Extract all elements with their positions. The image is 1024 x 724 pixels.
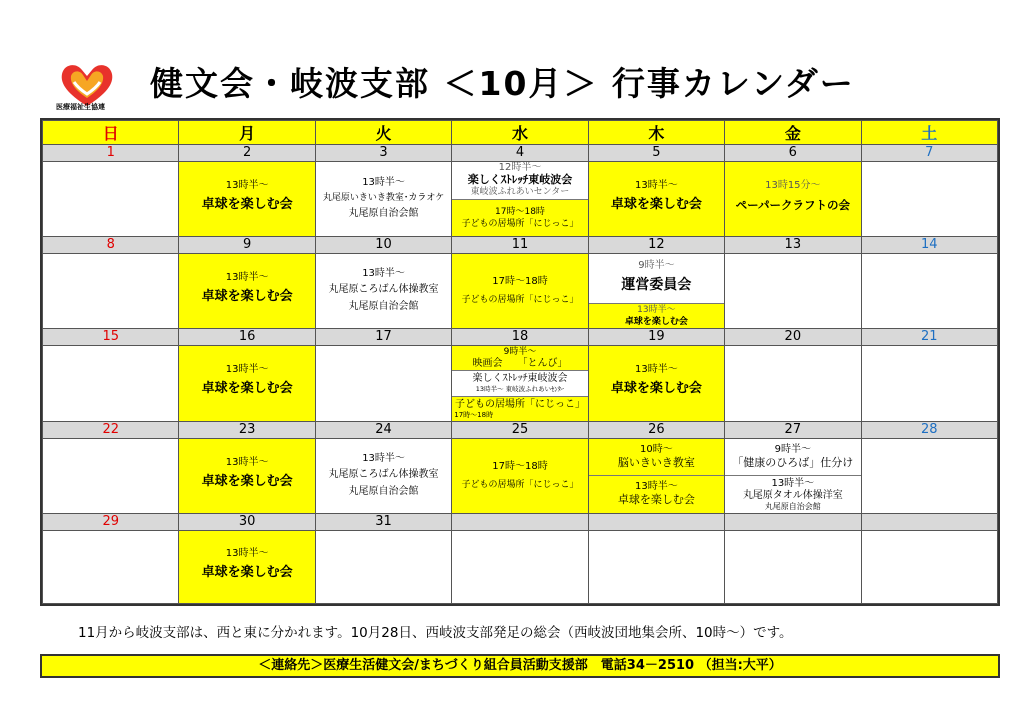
weekday-tue: 火 — [315, 121, 451, 145]
event-name: 卓球を楽しむ会 — [201, 564, 293, 580]
event-cell-23 — [179, 438, 315, 513]
date-3: 3 — [315, 145, 451, 162]
contact-banner: ＜連絡先＞医療生活健文会/まちづくり組合員活動支援部 電話34－2510 （担当:大平） — [40, 654, 1000, 678]
date-row — [43, 421, 998, 438]
event-cell-empty — [452, 530, 588, 603]
event-cell-2 — [179, 162, 315, 237]
weekday-wed: 水 — [452, 121, 588, 145]
page-title: 健文会・岐波支部 ＜10月＞ 行事カレンダー — [150, 64, 855, 103]
weekday-header-row — [43, 121, 998, 145]
event-row — [43, 438, 998, 513]
date-2: 2 — [179, 145, 315, 162]
event-row — [43, 162, 998, 237]
date-21: 21 — [861, 329, 997, 346]
date-5: 5 — [588, 145, 724, 162]
event-time: 13時半～ — [362, 268, 405, 280]
event-time: 17時～18時 — [492, 460, 548, 472]
event-cell-7 — [861, 162, 997, 237]
date-18: 18 — [452, 329, 588, 346]
event-cell-29 — [43, 530, 179, 603]
calendar-table — [42, 120, 998, 604]
event-name: 運営委員会 — [621, 276, 692, 293]
date-28: 28 — [861, 421, 997, 438]
date-26: 26 — [588, 421, 724, 438]
date-row — [43, 145, 998, 162]
event-cell-6 — [725, 162, 861, 237]
event-time: 12時半～ — [498, 162, 542, 174]
event-cell-25 — [452, 438, 588, 513]
event-name: 卓球を楽しむ会 — [201, 289, 293, 305]
event-cell-28 — [861, 438, 997, 513]
date-27: 27 — [725, 421, 861, 438]
event-name: 楽しくｽﾄﾚｯﾁ東岐波会 — [472, 373, 568, 385]
event-name: 卓球を楽しむ会 — [617, 493, 695, 507]
event-cell-17 — [315, 346, 451, 421]
weekday-sat: 土 — [861, 121, 997, 145]
event-time: 13時半～ — [225, 547, 269, 559]
event-cell-18 — [452, 346, 588, 421]
event-time: 13時半～ — [362, 452, 405, 464]
date-29: 29 — [43, 513, 179, 530]
date-8: 8 — [43, 237, 179, 254]
event-time: 13時半～ — [225, 456, 269, 468]
date-13: 13 — [725, 237, 861, 254]
event-cell-empty — [588, 530, 724, 603]
event-name: 卓球を楽しむ会 — [624, 317, 688, 328]
event-name: 卓球を楽しむ会 — [610, 381, 702, 397]
event-name: 卓球を楽しむ会 — [201, 473, 293, 489]
date-12: 12 — [588, 237, 724, 254]
event-name: 卓球を楽しむ会 — [201, 197, 293, 213]
event-cell-31 — [315, 530, 451, 603]
event-cell-3 — [315, 162, 451, 237]
event-place: 13時半～ 東岐波ふれあいｾﾝﾀｰ — [475, 385, 565, 394]
event-time: 9時半～ — [638, 259, 675, 271]
event-time: 13時半～ — [225, 272, 269, 284]
date-25: 25 — [452, 421, 588, 438]
event-name: 子どもの居場所「にじっこ」 — [461, 218, 579, 229]
event-row — [43, 254, 998, 329]
event-cell-5 — [588, 162, 724, 237]
event-desc: 丸尾原ころばん体操教室 — [328, 284, 439, 296]
event-time: 17時～18時 — [454, 410, 494, 419]
date-7: 7 — [861, 145, 997, 162]
weekday-fri: 金 — [725, 121, 861, 145]
event-place: 丸尾原自治会館 — [348, 301, 419, 313]
event-time: 9時半～ — [774, 443, 811, 455]
event-place: 丸尾原自治会館 — [764, 501, 821, 511]
event-cell-empty — [725, 530, 861, 603]
event-cell-19 — [588, 346, 724, 421]
date-31: 31 — [315, 513, 451, 530]
event-name: ペーパークラフトの会 — [735, 198, 851, 213]
event-time: 10時～ — [640, 443, 673, 455]
event-cell-empty — [861, 530, 997, 603]
event-name: 子どもの居場所「にじっこ」 — [454, 398, 585, 410]
event-name: 脳いきいき教室 — [617, 455, 695, 469]
event-cell-12 — [588, 254, 724, 329]
event-time: 13時半～ — [225, 364, 269, 376]
event-place: 東岐波ふれあいセンター — [470, 187, 570, 198]
event-desc: 丸尾原ころばん体操教室 — [328, 468, 439, 480]
date-20: 20 — [725, 329, 861, 346]
event-place: 丸尾原自治会館 — [348, 485, 419, 497]
event-time: 13時半～ — [635, 180, 678, 192]
event-cell-8 — [43, 254, 179, 329]
date-22: 22 — [43, 421, 179, 438]
date-empty — [588, 513, 724, 530]
event-cell-21 — [861, 346, 997, 421]
event-name: 卓球を楽しむ会 — [201, 381, 293, 397]
date-empty — [725, 513, 861, 530]
event-time: 13時半～ — [635, 364, 678, 376]
event-name: 卓球を楽しむ会 — [610, 197, 702, 213]
logo-text: 医療福祉生協連 — [56, 103, 105, 111]
event-time: 13時半～ — [635, 481, 678, 493]
event-cell-26 — [588, 438, 724, 513]
event-row — [43, 346, 998, 421]
date-11: 11 — [452, 237, 588, 254]
event-time: 13時半～ — [771, 477, 815, 489]
date-row — [43, 513, 998, 530]
weekday-mon: 月 — [179, 121, 315, 145]
date-6: 6 — [725, 145, 861, 162]
event-cell-14 — [861, 254, 997, 329]
date-4: 4 — [452, 145, 588, 162]
event-cell-11 — [452, 254, 588, 329]
event-cell-13 — [725, 254, 861, 329]
date-10: 10 — [315, 237, 451, 254]
event-name: 子どもの居場所「にじっこ」 — [461, 479, 579, 490]
event-time: 9時半～ — [503, 347, 537, 358]
event-time: 13時半～ — [362, 177, 405, 189]
event-cell-27 — [725, 438, 861, 513]
event-cell-15 — [43, 346, 179, 421]
event-cell-24 — [315, 438, 451, 513]
date-24: 24 — [315, 421, 451, 438]
event-name: 丸尾原タオル体操洋室 — [742, 489, 843, 501]
event-name: 子どもの居場所「にじっこ」 — [461, 295, 579, 306]
date-23: 23 — [179, 421, 315, 438]
event-time: 13時半～ — [637, 305, 676, 316]
event-cell-16 — [179, 346, 315, 421]
date-14: 14 — [861, 237, 997, 254]
event-time: 17時～18時 — [492, 276, 548, 288]
event-cell-30 — [179, 530, 315, 603]
date-17: 17 — [315, 329, 451, 346]
calendar — [40, 118, 1000, 606]
event-cell-1 — [43, 162, 179, 237]
date-row — [43, 237, 998, 254]
event-time: 17時～18時 — [495, 206, 545, 217]
event-cell-20 — [725, 346, 861, 421]
date-19: 19 — [588, 329, 724, 346]
event-cell-4 — [452, 162, 588, 237]
date-9: 9 — [179, 237, 315, 254]
event-row — [43, 530, 998, 603]
event-cell-10 — [315, 254, 451, 329]
event-time: 13時15分～ — [765, 180, 821, 192]
event-cell-9 — [179, 254, 315, 329]
date-1: 1 — [43, 145, 179, 162]
heart-hands-logo-icon — [58, 60, 116, 108]
date-row — [43, 329, 998, 346]
date-15: 15 — [43, 329, 179, 346]
event-place: 丸尾原自治会館 — [348, 208, 419, 220]
event-name: 「健康のひろば」仕分け — [732, 455, 854, 469]
event-cell-22 — [43, 438, 179, 513]
weekday-sun: 日 — [43, 121, 179, 145]
date-30: 30 — [179, 513, 315, 530]
date-empty — [452, 513, 588, 530]
event-desc: 丸尾原いきいき教室･カラオケ — [322, 193, 445, 204]
event-time: 13時半～ — [225, 180, 269, 192]
weekday-thu: 木 — [588, 121, 724, 145]
event-name: 映画会 「とんび」 — [472, 358, 568, 370]
date-16: 16 — [179, 329, 315, 346]
announcement-note: 11月から岐波支部は、西と東に分かれます。10月28日、西岐波支部発足の総会（西岐波団地集会所、10時～）です。 — [78, 625, 793, 641]
event-name: 楽しくｽﾄﾚｯﾁ東岐波会 — [467, 173, 573, 187]
date-empty — [861, 513, 997, 530]
